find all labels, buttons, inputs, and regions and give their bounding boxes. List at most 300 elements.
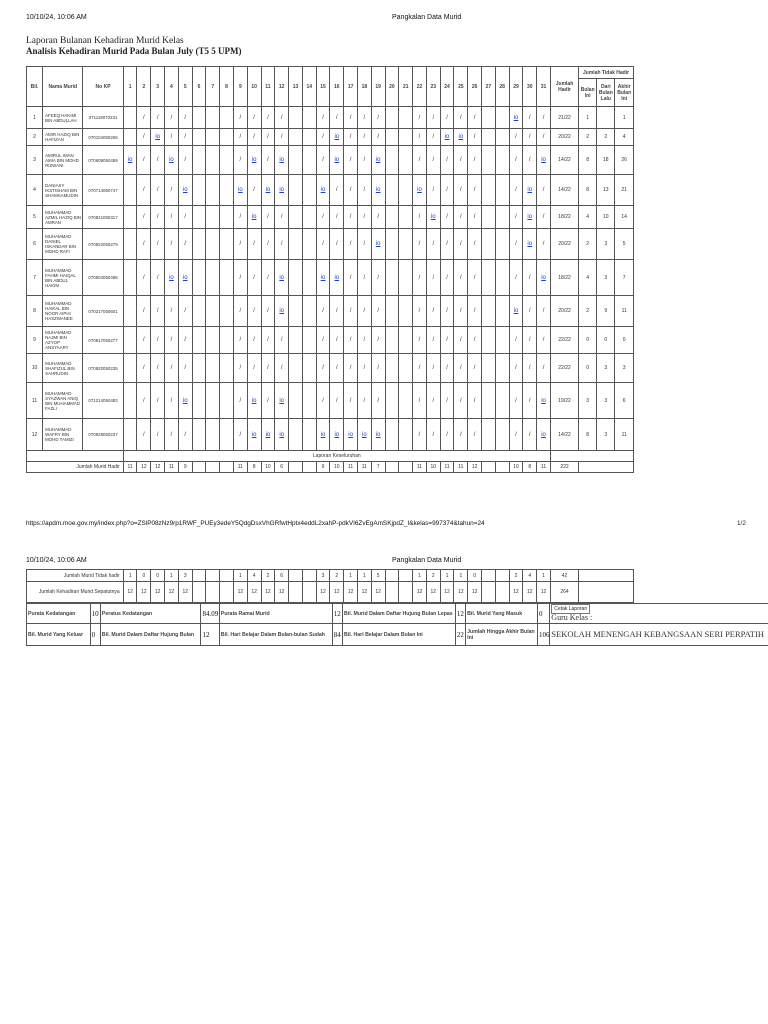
attendance-mark: / <box>363 365 366 371</box>
report-title: Laporan Bulanan Kehadiran Murid Kelas <box>26 36 184 46</box>
day-cell <box>357 146 371 175</box>
day-cell <box>261 296 275 327</box>
day-cell <box>123 354 137 383</box>
day-cell <box>537 107 551 129</box>
totals-day-value: 1 <box>454 570 468 582</box>
day-cell <box>123 175 137 206</box>
hari-ini-value: 22 <box>455 624 465 646</box>
student-dari-bulan-lalu: 10 <box>597 206 615 229</box>
day-cell <box>220 260 234 296</box>
absent-link[interactable]: io <box>320 431 326 438</box>
day-cell <box>275 107 289 129</box>
absent-link[interactable]: io <box>541 274 546 281</box>
attendance-mark: / <box>239 274 242 281</box>
attendance-mark: / <box>349 365 352 371</box>
absent-link[interactable]: io <box>541 157 546 163</box>
summary-table <box>26 603 768 646</box>
day-cell <box>261 327 275 354</box>
absent-link[interactable]: io <box>279 431 285 438</box>
attendance-mark: / <box>170 308 173 314</box>
day-cell <box>385 383 399 419</box>
absent-link[interactable]: io <box>444 134 450 140</box>
col-day-27: 27 <box>482 67 496 107</box>
day-cell <box>151 260 165 296</box>
totals-day-value: 11 <box>440 462 454 473</box>
attendance-mark: / <box>528 431 531 438</box>
day-cell <box>261 107 275 129</box>
day-cell <box>371 206 385 229</box>
day-cell <box>206 206 220 229</box>
attendance-mark: / <box>473 241 476 247</box>
absent-link[interactable]: io <box>251 431 257 438</box>
day-cell <box>165 146 179 175</box>
attendance-mark: / <box>418 308 421 314</box>
student-dari-bulan-lalu: 3 <box>597 419 615 451</box>
absent-link[interactable]: io <box>375 431 381 438</box>
attendance-mark: / <box>322 157 324 163</box>
day-cell <box>261 175 275 206</box>
absent-link[interactable]: io <box>265 431 271 438</box>
absent-link[interactable]: io <box>334 157 340 163</box>
totals-day-value: 12 <box>151 582 165 603</box>
absent-link[interactable]: io <box>127 157 133 163</box>
day-cell <box>275 419 289 451</box>
student-name: MUHAMMAD SHAFIZUL BIN SAHRUDIN <box>43 354 83 383</box>
attendance-mark: / <box>349 337 352 343</box>
attendance-mark: / <box>446 274 448 281</box>
attendance-mark: / <box>156 337 159 343</box>
absent-link[interactable]: io <box>279 397 285 404</box>
totals-day-value: 9 <box>178 462 192 473</box>
absent-link[interactable]: io <box>527 214 533 220</box>
purata-ramai-label: Purata Ramai Murid <box>219 604 332 624</box>
totals-day-value <box>289 582 303 603</box>
totals-label: Jumlah Murid Tidak hadir <box>27 570 124 582</box>
col-dari-bulan-lalu: Dari Bulan Lalu <box>597 79 615 107</box>
attendance-mark: / <box>335 187 338 193</box>
day-cell <box>482 354 496 383</box>
day-cell <box>330 206 344 229</box>
attendance-mark: / <box>363 157 366 163</box>
absent-link[interactable]: io <box>279 308 285 314</box>
attendance-mark: / <box>335 241 338 247</box>
student-bulan-ini: 3 <box>579 383 597 419</box>
day-cell <box>344 146 358 175</box>
totals-day-value: 8 <box>247 462 261 473</box>
totals-day-value: 3 <box>178 570 192 582</box>
absent-link[interactable]: io <box>348 431 353 438</box>
day-cell <box>233 175 247 206</box>
attendance-mark: / <box>156 114 159 121</box>
day-cell <box>413 419 427 451</box>
day-cell <box>206 175 220 206</box>
day-cell <box>275 129 289 146</box>
day-cell <box>468 206 482 229</box>
attendance-mark: / <box>267 134 269 140</box>
day-cell <box>482 260 496 296</box>
absent-link[interactable]: io <box>251 214 257 220</box>
absent-link[interactable]: io <box>238 187 243 193</box>
absent-link[interactable]: io <box>169 157 174 163</box>
day-cell <box>206 419 220 451</box>
absent-link[interactable]: io <box>265 187 271 193</box>
attendance-mark: / <box>239 308 242 314</box>
attendance-mark: / <box>267 114 269 121</box>
absent-link[interactable]: io <box>375 157 381 163</box>
day-cell <box>137 260 151 296</box>
day-cell <box>192 383 206 419</box>
absent-link[interactable]: io <box>251 397 257 404</box>
day-cell <box>123 327 137 354</box>
attendance-mark: / <box>267 365 269 371</box>
absent-link[interactable]: io <box>334 134 340 140</box>
attendance-mark: / <box>542 337 545 343</box>
attendance-mark: / <box>377 274 379 281</box>
attendance-mark: / <box>542 134 545 140</box>
col-day-1: 1 <box>123 67 137 107</box>
attendance-mark: / <box>143 134 145 140</box>
totals-day-value: 12 <box>137 462 151 473</box>
print-datetime-2: 10/10/24, 10:06 AM <box>26 557 87 564</box>
attendance-mark: / <box>363 114 366 121</box>
attendance-mark: / <box>363 241 366 247</box>
absent-link[interactable]: io <box>513 308 519 314</box>
attendance-mark: / <box>473 337 476 343</box>
attendance-mark: / <box>460 365 462 371</box>
day-cell <box>192 327 206 354</box>
day-cell <box>192 175 206 206</box>
absent-link[interactable]: io <box>279 274 285 281</box>
absent-link[interactable]: io <box>279 157 285 163</box>
attendance-mark: / <box>542 365 545 371</box>
absent-link[interactable]: io <box>334 431 340 438</box>
attendance-mark: / <box>473 134 476 140</box>
day-cell <box>482 296 496 327</box>
absent-link[interactable]: io <box>279 187 285 193</box>
attendance-mark: / <box>267 308 269 314</box>
attendance-mark: / <box>143 241 145 247</box>
day-cell <box>509 229 523 260</box>
day-cell <box>482 383 496 419</box>
day-cell <box>330 260 344 296</box>
attendance-mark: / <box>322 214 324 220</box>
attendance-mark: / <box>156 397 159 404</box>
attendance-mark: / <box>446 241 448 247</box>
day-cell <box>357 327 371 354</box>
student-row <box>27 146 634 175</box>
totals-day-value: 12 <box>426 582 440 603</box>
attendance-mark: / <box>335 308 338 314</box>
absent-link[interactable]: io <box>541 397 546 404</box>
attendance-mark: / <box>335 337 338 343</box>
student-akhir-bulan-ini: 26 <box>615 146 634 175</box>
attendance-mark: / <box>432 274 435 281</box>
day-cell <box>275 175 289 206</box>
student-bil: 7 <box>27 260 43 296</box>
day-cell <box>206 229 220 260</box>
totals-day-value: 12 <box>261 582 275 603</box>
totals-day-value <box>220 582 234 603</box>
attendance-mark: / <box>349 114 352 121</box>
day-cell <box>344 327 358 354</box>
day-cell <box>482 175 496 206</box>
day-cell <box>468 327 482 354</box>
absent-link[interactable]: io <box>541 431 546 438</box>
day-cell <box>523 129 537 146</box>
day-cell <box>192 107 206 129</box>
student-bil: 2 <box>27 129 43 146</box>
attendance-mark: / <box>460 214 462 220</box>
col-day-29: 29 <box>509 67 523 107</box>
student-row <box>27 175 634 206</box>
absent-link[interactable]: io <box>169 274 174 281</box>
totals-table <box>26 569 634 603</box>
student-dari-bulan-lalu: 3 <box>597 260 615 296</box>
day-cell <box>399 129 413 146</box>
day-cell <box>468 296 482 327</box>
attendance-mark: / <box>184 241 187 247</box>
student-jumlah-hadir: 20/22 <box>550 229 578 260</box>
day-cell <box>220 296 234 327</box>
day-cell <box>454 419 468 451</box>
day-cell <box>468 354 482 383</box>
day-cell <box>413 327 427 354</box>
day-cell <box>220 327 234 354</box>
peratus-kedatangan-label: Peratus Kedatangan <box>100 604 201 624</box>
totals-day-value <box>482 462 496 473</box>
day-cell <box>289 383 303 419</box>
attendance-mark: / <box>432 157 435 163</box>
attendance-mark: / <box>432 397 435 404</box>
student-jumlah-hadir: 18/22 <box>550 206 578 229</box>
absent-link[interactable]: io <box>527 187 533 193</box>
day-cell <box>289 296 303 327</box>
day-cell <box>523 175 537 206</box>
col-day-30: 30 <box>523 67 537 107</box>
absent-link[interactable]: io <box>375 241 381 247</box>
day-cell <box>233 206 247 229</box>
totals-day-value: 12 <box>165 582 179 603</box>
day-cell <box>509 129 523 146</box>
day-cell <box>385 296 399 327</box>
day-cell <box>440 146 454 175</box>
report-subtitle: Analisis Kehadiran Murid Pada Bulan July (T5 5 UPM) <box>26 46 242 56</box>
absent-link[interactable]: io <box>513 114 519 121</box>
totals-day-value: 1 <box>233 570 247 582</box>
day-cell <box>440 327 454 354</box>
attendance-mark: / <box>156 187 159 193</box>
day-cell <box>275 206 289 229</box>
attendance-mark: / <box>460 187 462 193</box>
student-bulan-ini: 8 <box>579 419 597 451</box>
print-url: https://apdm.moe.gov.my/index.php?o=ZSlP08zNz9rp1RWF_PUEy3edeY5QdgDsxVhGRfwtHptx4eddL2xahP-pdkVI6ZvEgAmSKjpdZ_I&kelas=997374&tahun=24 <box>26 520 485 527</box>
day-cell <box>178 260 192 296</box>
day-cell <box>206 296 220 327</box>
day-cell <box>178 383 192 419</box>
day-cell <box>289 327 303 354</box>
attendance-mark: / <box>446 187 448 193</box>
absent-link[interactable]: io <box>320 187 326 193</box>
day-cell <box>137 129 151 146</box>
day-cell <box>523 296 537 327</box>
student-row <box>27 419 634 451</box>
day-cell <box>233 260 247 296</box>
absent-link[interactable]: io <box>182 274 188 281</box>
absent-link[interactable]: io <box>375 187 381 193</box>
day-cell <box>330 327 344 354</box>
col-jumlah-hadir: Jumlah Hadir <box>550 67 578 107</box>
attendance-mark: / <box>143 337 145 343</box>
student-name: MUHAMMAD DANIEL ISKANDAR BIN MOHD RAFI <box>43 229 83 260</box>
absent-link[interactable]: io <box>430 214 436 220</box>
daftar-hujung-label: Bil. Murid Dalam Daftar Hujung Bulan <box>100 624 201 646</box>
day-cell <box>261 129 275 146</box>
day-cell <box>206 260 220 296</box>
attendance-mark: / <box>515 214 517 220</box>
day-cell <box>178 129 192 146</box>
col-day-12: 12 <box>275 67 289 107</box>
day-cell <box>137 206 151 229</box>
hari-sudah-value: 84 <box>332 624 342 646</box>
day-cell <box>165 383 179 419</box>
day-cell <box>330 383 344 419</box>
attendance-mark: / <box>515 157 517 163</box>
totals-day-value: 1 <box>344 570 358 582</box>
day-cell <box>247 383 261 419</box>
attendance-mark: / <box>156 274 159 281</box>
day-cell <box>247 260 261 296</box>
day-cell <box>426 229 440 260</box>
totals-day-value: 4 <box>523 570 537 582</box>
student-kp: 070821050317 <box>83 206 123 229</box>
col-day-26: 26 <box>468 67 482 107</box>
attendance-mark: / <box>253 308 255 314</box>
totals-empty <box>579 462 634 473</box>
absent-link[interactable]: io <box>417 187 422 193</box>
attendance-mark: / <box>143 214 145 220</box>
col-day-18: 18 <box>357 67 371 107</box>
attendance-mark: / <box>239 365 242 371</box>
day-cell <box>316 327 330 354</box>
totals-day-value <box>482 570 496 582</box>
day-cell <box>537 383 551 419</box>
day-cell <box>385 327 399 354</box>
attendance-mark: / <box>143 365 145 371</box>
day-cell <box>537 327 551 354</box>
col-day-28: 28 <box>495 67 509 107</box>
attendance-mark: / <box>377 114 379 121</box>
attendance-mark: / <box>460 114 462 121</box>
attendance-mark: / <box>473 365 476 371</box>
attendance-mark: / <box>143 397 145 404</box>
attendance-mark: / <box>280 241 283 247</box>
attendance-mark: / <box>528 274 531 281</box>
col-jumlah-tidak-hadir: Jumlah Tidak Hadir <box>579 67 634 79</box>
day-cell <box>220 107 234 129</box>
attendance-mark: / <box>335 397 338 404</box>
totals-day-value <box>385 570 399 582</box>
attendance-mark: / <box>170 241 173 247</box>
col-day-15: 15 <box>316 67 330 107</box>
absent-link[interactable]: io <box>458 134 464 140</box>
student-jumlah-hadir: 14/22 <box>550 175 578 206</box>
attendance-mark: / <box>184 214 187 220</box>
day-cell <box>302 260 316 296</box>
absent-link[interactable]: io <box>155 134 160 140</box>
attendance-mark: / <box>184 157 187 163</box>
day-cell <box>482 107 496 129</box>
day-cell <box>178 175 192 206</box>
cetak-laporan-button[interactable]: Cetak Laporan <box>551 604 590 614</box>
student-kp: 070817050277 <box>83 327 123 354</box>
absent-link[interactable]: io <box>251 157 257 163</box>
student-name: DANIASY IKSTISHAM BIN SHAMSAMUDIN <box>43 175 83 206</box>
totals-day-value: 12 <box>178 582 192 603</box>
day-cell <box>385 206 399 229</box>
absent-link[interactable]: io <box>334 274 340 281</box>
day-cell <box>316 383 330 419</box>
attendance-mark: / <box>515 365 517 371</box>
school-name: SEKOLAH MENENGAH KEBANGSAAN SERI PERPATIH <box>550 624 768 646</box>
day-cell <box>426 354 440 383</box>
day-cell <box>247 296 261 327</box>
attendance-mark: / <box>349 187 352 193</box>
day-cell <box>454 129 468 146</box>
day-cell <box>316 354 330 383</box>
attendance-mark: / <box>542 241 545 247</box>
absent-link[interactable]: io <box>182 187 188 193</box>
day-cell <box>426 129 440 146</box>
attendance-mark: / <box>335 114 338 121</box>
totals-day-value: 11 <box>454 462 468 473</box>
day-cell <box>178 327 192 354</box>
day-cell <box>523 260 537 296</box>
absent-link[interactable]: io <box>182 397 188 404</box>
totals-day-value <box>289 462 303 473</box>
student-bulan-ini: 2 <box>579 296 597 327</box>
day-cell <box>537 354 551 383</box>
attendance-mark: / <box>143 308 145 314</box>
totals-day-value: 12 <box>233 582 247 603</box>
student-jumlah-hadir: 21/22 <box>550 107 578 129</box>
day-cell <box>495 296 509 327</box>
day-cell <box>523 327 537 354</box>
day-cell <box>454 107 468 129</box>
attendance-mark: / <box>239 241 242 247</box>
attendance-mark: / <box>515 134 517 140</box>
day-cell <box>385 146 399 175</box>
day-cell <box>123 419 137 451</box>
totals-row <box>27 582 634 603</box>
murid-keluar-label: Bil. Murid Yang Keluar <box>27 624 91 646</box>
student-kp: 070104050269 <box>83 129 123 146</box>
absent-link[interactable]: io <box>527 241 533 247</box>
attendance-mark: / <box>432 241 435 247</box>
totals-day-value: 12 <box>413 582 427 603</box>
totals-day-value <box>192 582 206 603</box>
absent-link[interactable]: io <box>362 431 367 438</box>
day-cell <box>233 146 247 175</box>
day-cell <box>192 419 206 451</box>
student-dari-bulan-lalu: 3 <box>597 383 615 419</box>
totals-day-value: 12 <box>357 582 371 603</box>
student-bulan-ini: 2 <box>579 129 597 146</box>
student-akhir-bulan-ini: 5 <box>615 229 634 260</box>
absent-link[interactable]: io <box>320 274 326 281</box>
day-cell <box>165 419 179 451</box>
day-cell <box>330 146 344 175</box>
attendance-mark: / <box>280 365 283 371</box>
